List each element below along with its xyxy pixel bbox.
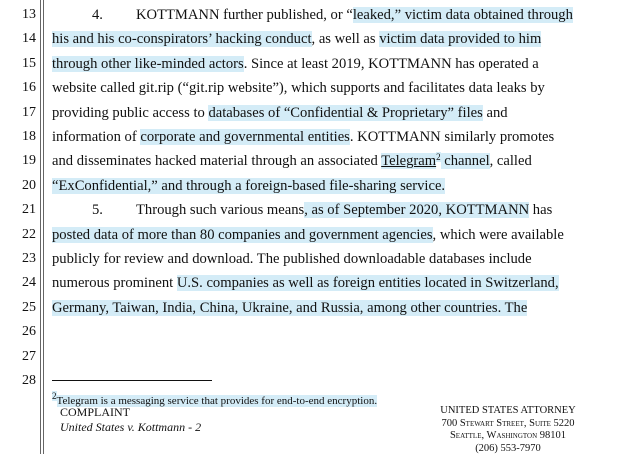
highlighted-text: , as of September 2020, KOTTMANN (304, 202, 529, 218)
footnote-text: Telegram is a messaging service that provides for end-to-end encryption. (57, 395, 378, 407)
text-line (52, 128, 597, 146)
text-segment: website called git.rip (“git.rip website”), which supports and facilitates data leaks by (52, 80, 545, 96)
highlighted-text: corporate and governmental entities (140, 129, 350, 145)
paragraph-number: 5. (92, 201, 136, 219)
footnote-reference: 2 (436, 152, 441, 162)
text-line (52, 152, 597, 170)
text-line (52, 274, 597, 292)
text-segment: , as well as (312, 31, 380, 47)
text-segment: has (529, 202, 552, 218)
line-number: 16 (14, 79, 36, 97)
line-number: 22 (14, 226, 36, 244)
text-segment: information of (52, 129, 140, 145)
highlighted-text: Germany, Taiwan, India, China, Ukraine, and Russia, among other countries. The (52, 300, 527, 316)
footer-left (60, 405, 201, 435)
footer-address: 700 Stewart Street, Suite 5220 (433, 418, 583, 431)
line-number: 17 (14, 104, 36, 122)
highlighted-text: his and his co-conspirators’ hacking conduct (52, 31, 312, 47)
text-segment: publicly for review and download. The published downloadable databases include (52, 251, 532, 267)
margin-rule (40, 0, 41, 454)
highlighted-text: victim data provided to him (379, 31, 541, 47)
text-segment: numerous prominent (52, 275, 177, 291)
footer-phone: (206) 553-7970 (433, 443, 583, 455)
text-segment: . Since at least 2019, KOTTMANN has operated a (244, 56, 539, 72)
text-segment: and (483, 105, 508, 121)
footer-right (433, 405, 583, 455)
text-segment: . KOTTMANN similarly promotes (350, 129, 554, 145)
highlighted-text: through other like-minded actors (52, 56, 244, 72)
line-number: 21 (14, 201, 36, 219)
line-number: 19 (14, 152, 36, 170)
text-segment: KOTTMANN further published, or “ (136, 7, 353, 23)
text-line (52, 6, 597, 24)
line-number: 18 (14, 128, 36, 146)
line-number: 23 (14, 250, 36, 268)
line-number: 28 (14, 372, 36, 390)
highlighted-text: posted data of more than 80 companies and government agencies (52, 227, 433, 243)
text-segment: providing public access to (52, 105, 208, 121)
highlighted-text: leaked,” victim data obtained through (353, 7, 573, 23)
line-number: 15 (14, 55, 36, 73)
text-line (52, 30, 597, 48)
line-number: 20 (14, 177, 36, 195)
text-line (52, 250, 597, 268)
text-line (52, 55, 597, 73)
text-segment: Through such various means (136, 202, 304, 218)
text-line (52, 201, 597, 219)
footer-office: UNITED STATES ATTORNEY (433, 405, 583, 418)
line-number: 25 (14, 299, 36, 317)
text-line (52, 226, 597, 244)
paragraph-number: 4. (92, 6, 136, 24)
footnote-separator (52, 380, 212, 381)
line-number: 27 (14, 348, 36, 366)
line-number: 14 (14, 30, 36, 48)
text-segment: , called (490, 153, 532, 169)
footnote-mark: 2 (52, 391, 57, 401)
highlighted-text: Telegram (381, 153, 436, 169)
text-line (52, 104, 597, 122)
line-number: 13 (14, 6, 36, 24)
text-segment: , which were available (433, 227, 564, 243)
margin-rule (43, 0, 44, 454)
footer-case-name: United States v. Kottmann - 2 (60, 420, 201, 435)
text-line (52, 177, 597, 195)
highlighted-text: “ExConfidential,” and through a foreign-based file-sharing service. (52, 178, 445, 194)
line-number: 26 (14, 323, 36, 341)
text-line (52, 299, 597, 317)
footer-doc-type: COMPLAINT (60, 405, 201, 420)
highlighted-text: U.S. companies as well as foreign entities located in Switzerland, (177, 275, 559, 291)
text-line (52, 79, 597, 97)
line-number: 24 (14, 274, 36, 292)
highlighted-text: databases of “Confidential & Proprietary” files (208, 105, 482, 121)
text-segment: and disseminates hacked material through an associated (52, 153, 381, 169)
footer-city: Seattle, Washington 98101 (433, 430, 583, 443)
highlighted-text: channel (441, 153, 490, 169)
